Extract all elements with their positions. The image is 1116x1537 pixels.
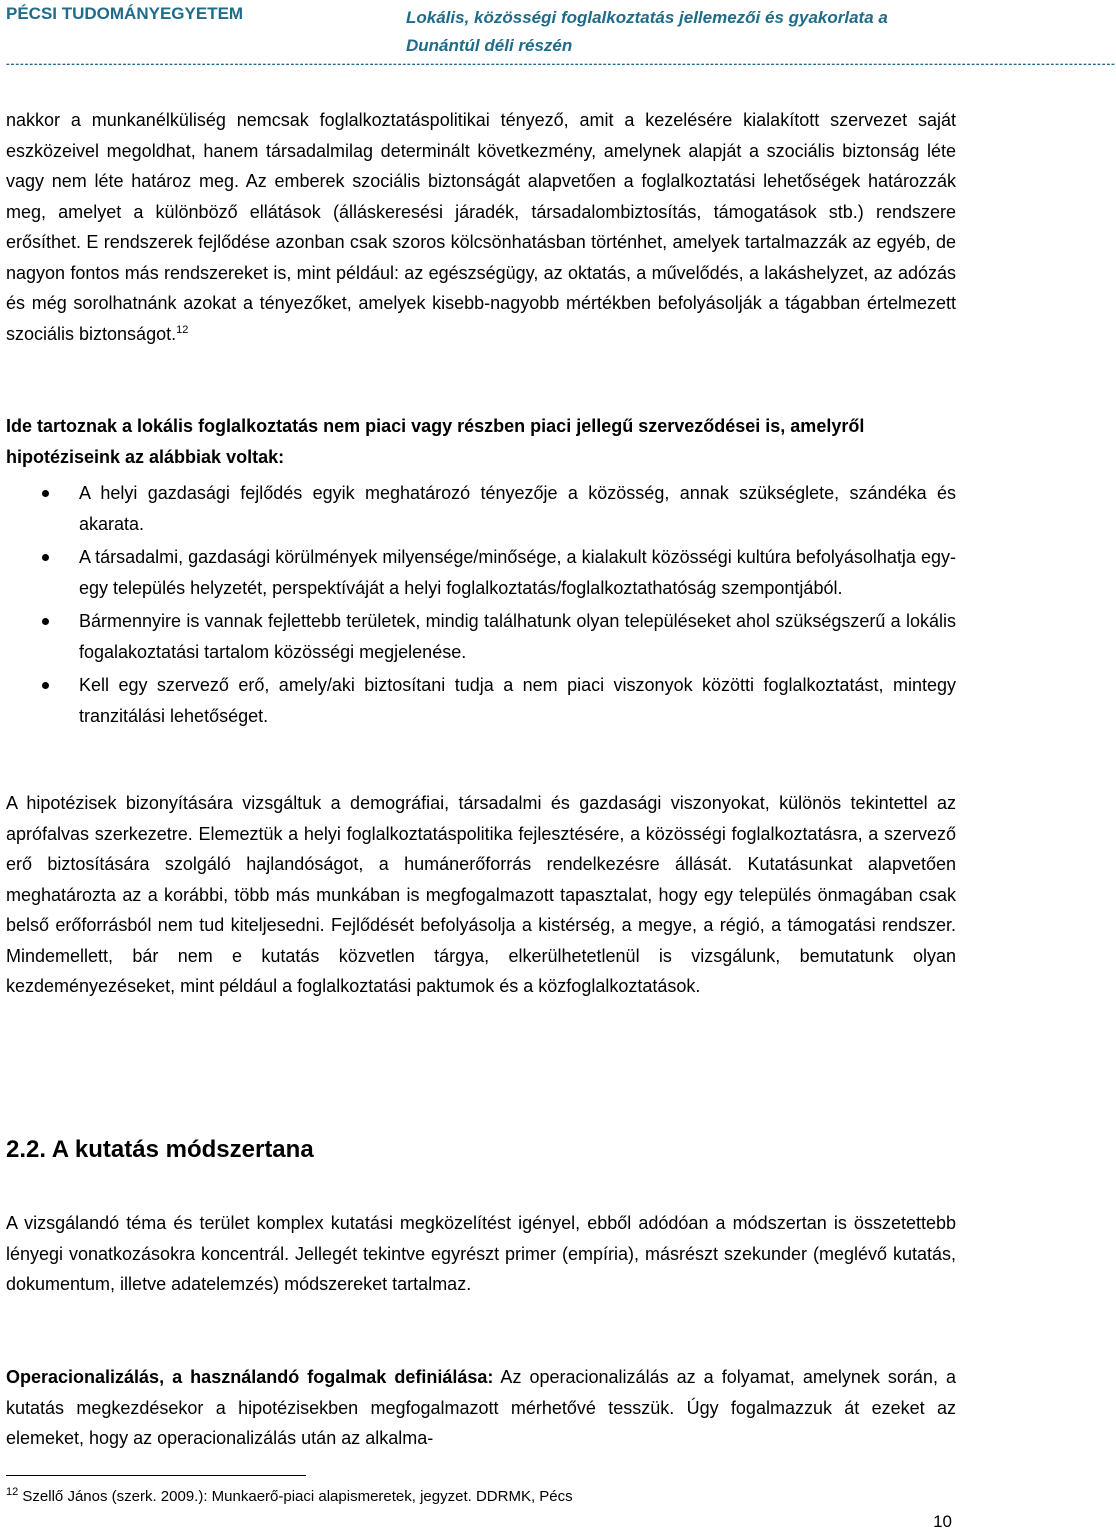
paragraph-text: Az operacionalizálás az a folyamat, amelynek során, a kutatás megkezdésekor a hipotézisekben megfogalmazott mérhetővé tesszük. Úgy fogalmazzuk át ezeket az elemeket, hogy az operacionalizálás után az alkalma- [6,1367,957,1448]
header-university: PÉCSI TUDOMÁNYEGYETEM [6,4,244,23]
paragraph-social-security [6,105,956,349]
footnote-divider [6,1475,306,1476]
hypotheses-intro: Ide tartoznak a lokális foglalkoztatás nem piaci vagy részben piaci jellegű szerveződései is, amelyről hipotéziseink az alábbiak voltak: [6,416,865,467]
footnote-reference[interactable]: 12 [176,323,189,336]
list-item [6,670,956,731]
list-item-text: Bármennyire is vannak fejlettebb területek, mindig találhatunk olyan településeket ahol szükségszerű a lokális fogalakoztatási tartalom közösségi megjelenése. [79,611,956,662]
list-item [6,542,956,603]
paragraph-text: nakkor a munkanélküliség nemcsak foglalkoztatáspolitikai tényező, amit a kezelésére kialakított szervezet saját eszközeivel megoldhat, hanem társadalmilag determinált következmény, amelynek alapját a szociális biztonság léte vagy nem léte határoz meg. Az emberek szociális biztonságát alapvetően a foglalkoztatási lehetőségek határozzák meg, amelyet a különböző ellátások (álláskeresési járadék, társadalombiztosítás, támogatások stb.) rendszere erősíthet. E rendszerek fejlődése azonban csak szoros kölcsönhatásban történhet, amelyek tartalmazzák az egyéb, de nagyon fontos más rendszereket is, mint például: az egészségügy, az oktatás, a művelődés, a lakáshelyzet, az adózás és még sorolhatnánk azokat a tényezőket, amelyek kisebb-nagyobb mértékben befolyásolják a tágabban értelmezett szociális biztonságot. [6,110,956,344]
footnote-text: Szellő János (szerk. 2009.): Munkaerő-piaci alapismeretek, jegyzet. DDRMK, Pécs [18,1488,573,1505]
paragraph-hypothesis-proof: A hipotézisek bizonyítására vizsgáltuk a demográfiai, társadalmi és gazdasági viszonyokat, különös tekintettel az aprófalvas szerkezetre. Elemeztük a helyi foglalkoztatáspolitika fejlesztésére, a közösségi foglalkoztatásra, a szervező erő biztosítására szolgáló hajlandóságot, a humánerőforrás rendelkezésre állását. Kutatásunkat alapvetően meghatározta az a korábbi, több más munkában is megfogalmazott tapasztalat, hogy egy település önmagában csak belső erőforrásból nem tud kiteljesedni. Fejlődését befolyásolja a kistérség, a megye, a régió, a támogatási rendszer. Mindemellett, bár nem e kutatás közvetlen tárgya, elkerülhetetlenül is vizsgálunk, bemutatunk olyan kezdeményezéseket, mint például a foglalkoztatási paktumok és a közfoglalkoztatások. [6,793,956,996]
bullet-icon [42,682,49,689]
bullet-icon [42,554,49,561]
list-item [6,478,956,539]
header-divider: ---------------------------------------------------------------------------------------------------------------------------------------------------------------------------------------------------------------------------------------------- [6,58,1116,70]
list-item-text: A helyi gazdasági fejlődés egyik meghatározó tényezője a közösség, annak szükséglete, szándéka és akarata. [79,483,956,534]
header-title: Lokális, közösségi foglalkoztatás jellemezői és gyakorlata a Dunántúl déli részén [406,8,888,55]
bullet-icon [42,490,49,497]
bullet-icon [42,618,49,625]
list-item-text: Kell egy szervező erő, amely/aki biztosítani tudja a nem piaci viszonyok közötti foglalkoztatást, mintegy tranzitálási lehetőséget. [79,675,956,726]
footnote-number: 12 [6,1486,19,1498]
page-number: 10 [933,1512,952,1531]
hypotheses-list [6,478,956,734]
footnote [6,1488,573,1505]
term-label: Operacionalizálás, a használandó fogalmak definiálása: [6,1367,494,1387]
paragraph-operationalization [6,1362,956,1454]
section-title: 2.2. A kutatás módszertana [6,1136,314,1163]
list-item [6,606,956,667]
list-item-text: A társadalmi, gazdasági körülmények milyensége/minősége, a kialakult közösségi kultúra befolyásolhatja egy-egy település helyzetét, perspektíváját a helyi foglalkoztatás/foglalkoztathatóság szempontjából. [79,547,956,598]
paragraph-methodology: A vizsgálandó téma és terület komplex kutatási megközelítést igényel, ebből adódóan a módszertan is összetettebb lényegi vonatkozásokra koncentrál. Jellegét tekintve egyrészt primer (empíria), másrészt szekunder (meglévő kutatás, dokumentum, illetve adatelemzés) módszereket tartalmaz. [6,1213,956,1294]
